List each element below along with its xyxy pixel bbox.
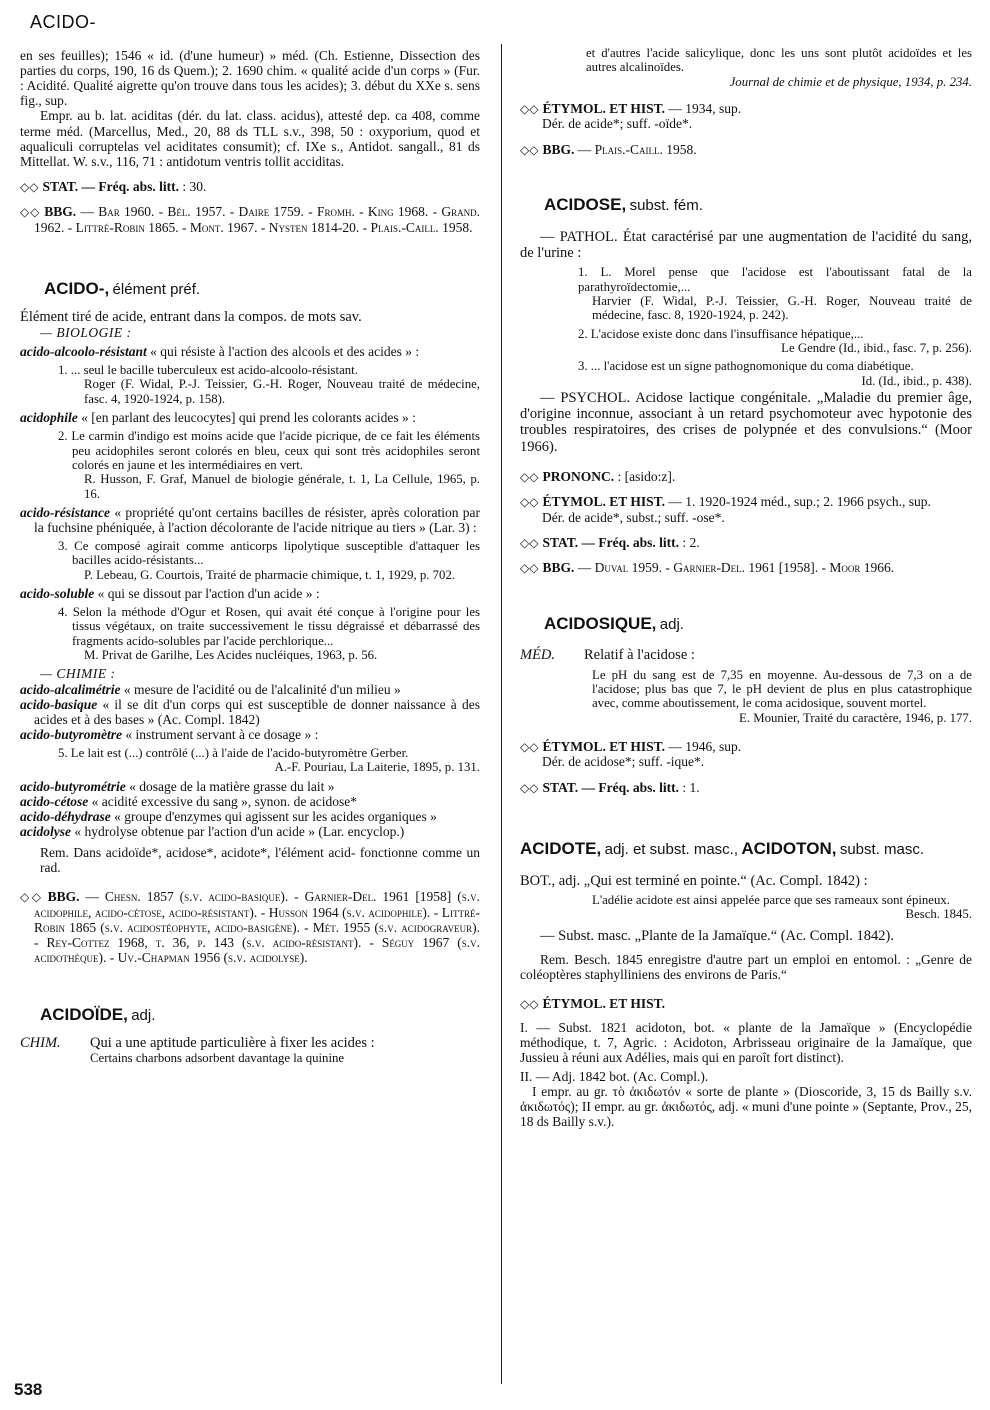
diamond-icon: ◇◇ bbox=[520, 142, 539, 157]
running-head: ACIDO- bbox=[30, 12, 96, 32]
acido-bbg: ◇◇ BBG. — Chesn. 1857 (s.v. acido-basique). - Garnier-Del. 1961 [1958] (s.v. acidophile, acido-cétose, acido-résistant). - Husson 1964 (s.v. acidophile). - Littré-Robin 1865 (s.v. acidostéophyte, acido-basigène). - Mét. 1955 (s.v. acidograveur). - Rey-Cottez 1968, t. 36, p. 143 (s.v. acido-résistant). - Séguy 1967 (s.v. acidothèque). - Uv.-Chapman 1956 (s.v. acidolyse). bbox=[20, 889, 480, 966]
diamond-icon: ◇◇ bbox=[520, 780, 539, 795]
acidote-etym-II: II. — Adj. 1842 bot. (Ac. Compl.). bbox=[520, 1068, 709, 1084]
acido-remark: Rem. Dans acidoïde*, acidose*, acidote*, l'élément acid- fonctionne comme un rad. bbox=[40, 845, 480, 876]
acido-definition: Élément tiré de acide, entrant dans la compos. de mots sav. bbox=[20, 308, 362, 325]
domain-label: CHIM. bbox=[20, 1035, 61, 1051]
diamond-icon: ◇◇ bbox=[520, 495, 539, 510]
example-2-source: R. Husson, F. Graf, Manuel de biologie générale, t. 1, La Cellule, 1965, p. 16. bbox=[84, 472, 480, 501]
acidose-bbg: ◇◇ BBG. — Duval 1959. - Garnier-Del. 1961 [1958]. - Moor 1966. bbox=[520, 560, 895, 576]
diamond-icon: ◇◇ bbox=[520, 469, 539, 484]
diamond-icon: ◇◇ bbox=[520, 740, 539, 754]
acidose-example-3: 3. ... l'acidose est un signe pathognomonique du coma diabétique. bbox=[578, 359, 914, 374]
acidose-prononc: ◇◇ PRONONC. : [asido:z]. bbox=[520, 468, 676, 484]
acidoide-chim bbox=[20, 1035, 480, 1051]
acidosique-definition: Relatif à l'acidose : bbox=[584, 647, 695, 664]
entry-acido-dehydrase: acido-déhydrase « groupe d'enzymes qui agissent sur les acides organiques » bbox=[20, 808, 437, 824]
diamond-icon: ◇◇ bbox=[520, 561, 539, 576]
example-3-source: P. Lebeau, G. Courtois, Traité de pharmacie chimique, t. 1, 1929, p. 702. bbox=[84, 567, 456, 582]
acidoide-bbg: ◇◇ BBG. — Plais.-Caill. 1958. bbox=[520, 141, 697, 157]
acidose-stat: ◇◇ STAT. — Fréq. abs. litt. : 2. bbox=[520, 534, 700, 550]
acidote-etym-I: I. — Subst. 1821 acidoton, bot. « plante de la Jamaïque » (Encyclopédie méthodique, t. 7, Agric. : Acidoton, Arbrisseau originaire de la Jamaïque, que Jussieu à réuni aux Adélies, mais qui en paroît fort distinct). bbox=[520, 1019, 972, 1065]
example-5-source: A.-F. Pouriau, La Laiterie, 1895, p. 131. bbox=[274, 760, 480, 775]
acidoide-example-start: Certains charbons adsorbent davantage la quinine bbox=[90, 1051, 345, 1066]
acidoide-etym: ◇◇ ÉTYMOL. ET HIST. — 1934, sup. bbox=[520, 100, 742, 116]
entry-acidophile: acidophile « [en parlant des leucocytes] qui prend les colorants acides » : bbox=[20, 410, 416, 426]
acidoide-headword-line: ACIDOÏDE, adj. bbox=[40, 1005, 156, 1025]
column-divider bbox=[501, 44, 502, 1384]
diamond-icon: ◇◇ bbox=[520, 535, 539, 550]
acidosique-etym: ◇◇ ÉTYMOL. ET HIST. — 1946, sup. bbox=[520, 739, 742, 754]
acidote-example-source: Besch. 1845. bbox=[905, 907, 972, 922]
acidoide-etym-der: Dér. de acide*; suff. -oïde*. bbox=[542, 116, 693, 132]
entry-acido-butyrometre: acido-butyromètre « instrument servant à ce dosage » : bbox=[20, 726, 319, 742]
chimie-entries bbox=[20, 682, 480, 840]
page-number: 538 bbox=[14, 1380, 43, 1399]
diamond-icon: ◇◇ bbox=[20, 205, 41, 220]
diamond-icon: ◇◇ bbox=[20, 179, 39, 194]
acidote-etym: ◇◇ ÉTYMOL. ET HIST. bbox=[520, 996, 666, 1012]
entry-acido-soluble: acido-soluble « qui se dissout par l'action d'un acide » : bbox=[20, 586, 320, 602]
example-2: 2. Le carmin d'indigo est moins acide que l'acide picrique, de ce fait les éléments peu acidophiles seront colorés en bleu, ceux qui sont très acidophiles seront colorés en jaune et les intermédiaires en vert. bbox=[58, 429, 480, 472]
example-4-source: M. Privat de Garilhe, Les Acides nucléiques, 1963, p. 56. bbox=[84, 648, 378, 663]
example-1-source: Roger (F. Widal, P.-J. Teissier, G.-H. Roger, Nouveau traité de médecine, fasc. 4, 1920-1924, p. 158). bbox=[84, 377, 480, 406]
entry-acido-butyrometrie: acido-butyrométrie « dosage de la matière grasse du lait » bbox=[20, 778, 335, 794]
acidite-etymology: en ses feuilles); 1546 « id. (d'une humeur) » méd. (Ch. Estienne, Dissection des parties du corps, 190, 16 ds Quem.); 2. 1690 chim. « qualité acide d'un corps » (Fur. : Acidité. Qualité aigrette qu'on trouve dans tous les acides); 3. début du XXe s. sens fig., sup. bbox=[20, 48, 480, 109]
example-3: 3. Ce composé agirait comme anticorps lipolytique susceptible d'attaquer les bacilles acido-résistants... bbox=[58, 539, 480, 568]
entry-acido-alcoolo-resistant: acido-alcoolo-résistant « qui résiste à l'action des alcools et des acides » : bbox=[20, 344, 420, 359]
entry-acido-basique: acido-basique « il se dit d'un corps qui est susceptible de donner naissance à des acides et à des bases » (Ac. Compl. 1842) bbox=[20, 696, 481, 727]
acidote-remark: Rem. Besch. 1845 enregistre d'autre part un emploi en entomol. : „Genre de coléoptères staphylliniens des environs de Paris.“ bbox=[520, 951, 972, 983]
left-column bbox=[20, 48, 480, 1066]
entry-acido-resistance: acido-résistance « propriété qu'ont certains bacilles de résister, après coloration par la fuchsine phéniquée, à l'action décolorante de l'acide nitrique au tiers » (Lar. 3) : bbox=[20, 504, 480, 535]
acidosique-example-source: E. Mounier, Traité du caractère, 1946, p. 177. bbox=[739, 710, 972, 725]
diamond-icon: ◇◇ bbox=[520, 101, 539, 116]
acidose-pathol: — PATHOL. État caractérisé par une augmentation de l'acidité du sang, de l'urine : bbox=[520, 228, 972, 261]
acidose-etym: ◇◇ ÉTYMOL. ET HIST. — 1. 1920-1924 méd., sup.; 2. 1966 psych., sup. bbox=[520, 494, 931, 510]
acidote-headword-line: ACIDOTE, adj. et subst. masc., ACIDOTON, subst. masc. bbox=[520, 838, 925, 858]
diamond-icon: ◇◇ bbox=[20, 890, 44, 905]
example-4: 4. Selon la méthode d'Ogur et Rosen, qui avait été conçue à l'origine pour les tissus végétaux, on traite successivement le tissu dégraissé et débarrassé des fragments acido-solubles par l'acide perchlorique... bbox=[58, 605, 480, 648]
acidote-etym-empr: I empr. au gr. τὸ ἀκιδωτόν « sorte de plante » (Dioscoride, 3, 15 ds Bailly s.v. ἀκιδωτός); II empr. au gr. ἀκιδωτός, adj. « muni d'une pointe » (Septante, Prov., 25, 18 ds Bailly s.v.). bbox=[520, 1084, 972, 1130]
acido-headword-line: ACIDO-, élément préf. bbox=[44, 278, 201, 298]
entry-acido-alcalimetrie: acido-alcalimétrie « mesure de l'acidité ou de l'alcalinité d'un milieu » bbox=[20, 681, 401, 697]
domain-label: MÉD. bbox=[520, 647, 556, 664]
right-column bbox=[520, 48, 972, 1129]
acidoide-example-source: Journal de chimie et de physique, 1934, p. 234. bbox=[729, 74, 972, 89]
biologie-label: — BIOLOGIE : bbox=[40, 324, 132, 340]
acidote-subst: — Subst. masc. „Plante de la Jamaïque.“ (Ac. Compl. 1842). bbox=[540, 927, 894, 944]
acidose-example-1-source: Harvier (F. Widal, P.-J. Teissier, G.-H. Roger, Nouveau traité de médecine, fasc. 8, 1920-1924, p. 242). bbox=[592, 293, 972, 323]
acidite-borrowing: Empr. au b. lat. aciditas (dér. du lat. class. acidus), attesté dep. ca 408, comme terme méd. (Marcellus, Med., 20, 88 ds TLL s.v., 398, 50 : oxyporium, quod et aqualiculi corruptelas vel aciditates consumit); cf. IXe s., Antidot. sangall., 81 ds Mittellat. W. s.v., 116, 71 : antidotum ventris tollit acciditas. bbox=[20, 108, 480, 169]
acidite-stat: ◇◇ STAT. — Fréq. abs. litt. : 30. bbox=[20, 178, 207, 194]
acidosique-etym-der: Dér. de acidose*; suff. -ique*. bbox=[542, 754, 705, 770]
entry-acido-cetose: acido-cétose « acidité excessive du sang », synon. de acidose* bbox=[20, 793, 358, 809]
acidosique-med bbox=[520, 647, 972, 663]
biologie-entries bbox=[20, 344, 480, 662]
acidose-psychol: — PSYCHOL. Acidose lactique congénitale. „Maladie du premier âge, d'origine inconnue, associant à un retard psychomoteur avec hypotonie des troubles respiratoires, des crises de polypnée et des convulsions.“ (Moor 1966). bbox=[520, 389, 972, 455]
acidote-bot: BOT., adj. „Qui est terminé en pointe.“ (Ac. Compl. 1842) : bbox=[520, 872, 868, 889]
acidose-example-3-source: Id. (Id., ibid., p. 438). bbox=[861, 373, 972, 388]
acidose-example-1: 1. L. Morel pense que l'acidose est l'aboutissant fatal de la parathyroïdectomie,... bbox=[578, 265, 972, 294]
example-5: 5. Le lait est (...) contrôlé (...) à l'aide de l'acido-butyromètre Gerber. bbox=[58, 746, 409, 761]
acidite-bbg: ◇◇ BBG. — Bar 1960. - Bél. 1957. - Daire 1759. - Fromh. - King 1968. - Grand. 1962. - Littré-Robin 1865. - Mont. 1967. - Nysten 1814-20. - Plais.-Caill. 1958. bbox=[20, 204, 480, 235]
acidose-headword-line: ACIDOSE, subst. fém. bbox=[544, 194, 703, 214]
acidose-etym-der: Dér. de acide*, subst.; suff. -ose*. bbox=[542, 509, 725, 525]
entry-acidolyse: acidolyse « hydrolyse obtenue par l'action d'un acide » (Lar. encyclop.) bbox=[20, 824, 405, 839]
acidose-example-2: 2. L'acidose existe donc dans l'insuffisance hépatique,... bbox=[578, 326, 864, 341]
acidoide-example-cont: et d'autres l'acide salicylique, donc les uns sont plutôt acidoïdes et les autres alcalinoïdes. bbox=[586, 46, 972, 75]
chimie-label: — CHIMIE : bbox=[40, 666, 116, 682]
diamond-icon: ◇◇ bbox=[520, 997, 539, 1012]
acidosique-example: Le pH du sang est de 7,35 en moyenne. Au-dessous de 7,3 on a de l'acidose; plus bas que 7, le pH devient de plus en plus catastrophique avec, comme aboutissement, le coma acidosique, souvent mortel. bbox=[592, 667, 972, 711]
acidosique-stat: ◇◇ STAT. — Fréq. abs. litt. : 1. bbox=[520, 779, 700, 795]
example-1: 1. ... seul le bacille tuberculeux est acido-alcoolo-résistant. bbox=[58, 363, 358, 378]
acidoide-definition: Qui a une aptitude particulière à fixer les acides : bbox=[90, 1035, 375, 1051]
acidose-example-2-source: Le Gendre (Id., ibid., fasc. 7, p. 256). bbox=[781, 340, 972, 355]
acidote-example: L'adélie acidote est ainsi appelée parce que ses rameaux sont épineux. bbox=[592, 893, 950, 908]
acidosique-headword-line: ACIDOSIQUE, adj. bbox=[544, 613, 684, 633]
